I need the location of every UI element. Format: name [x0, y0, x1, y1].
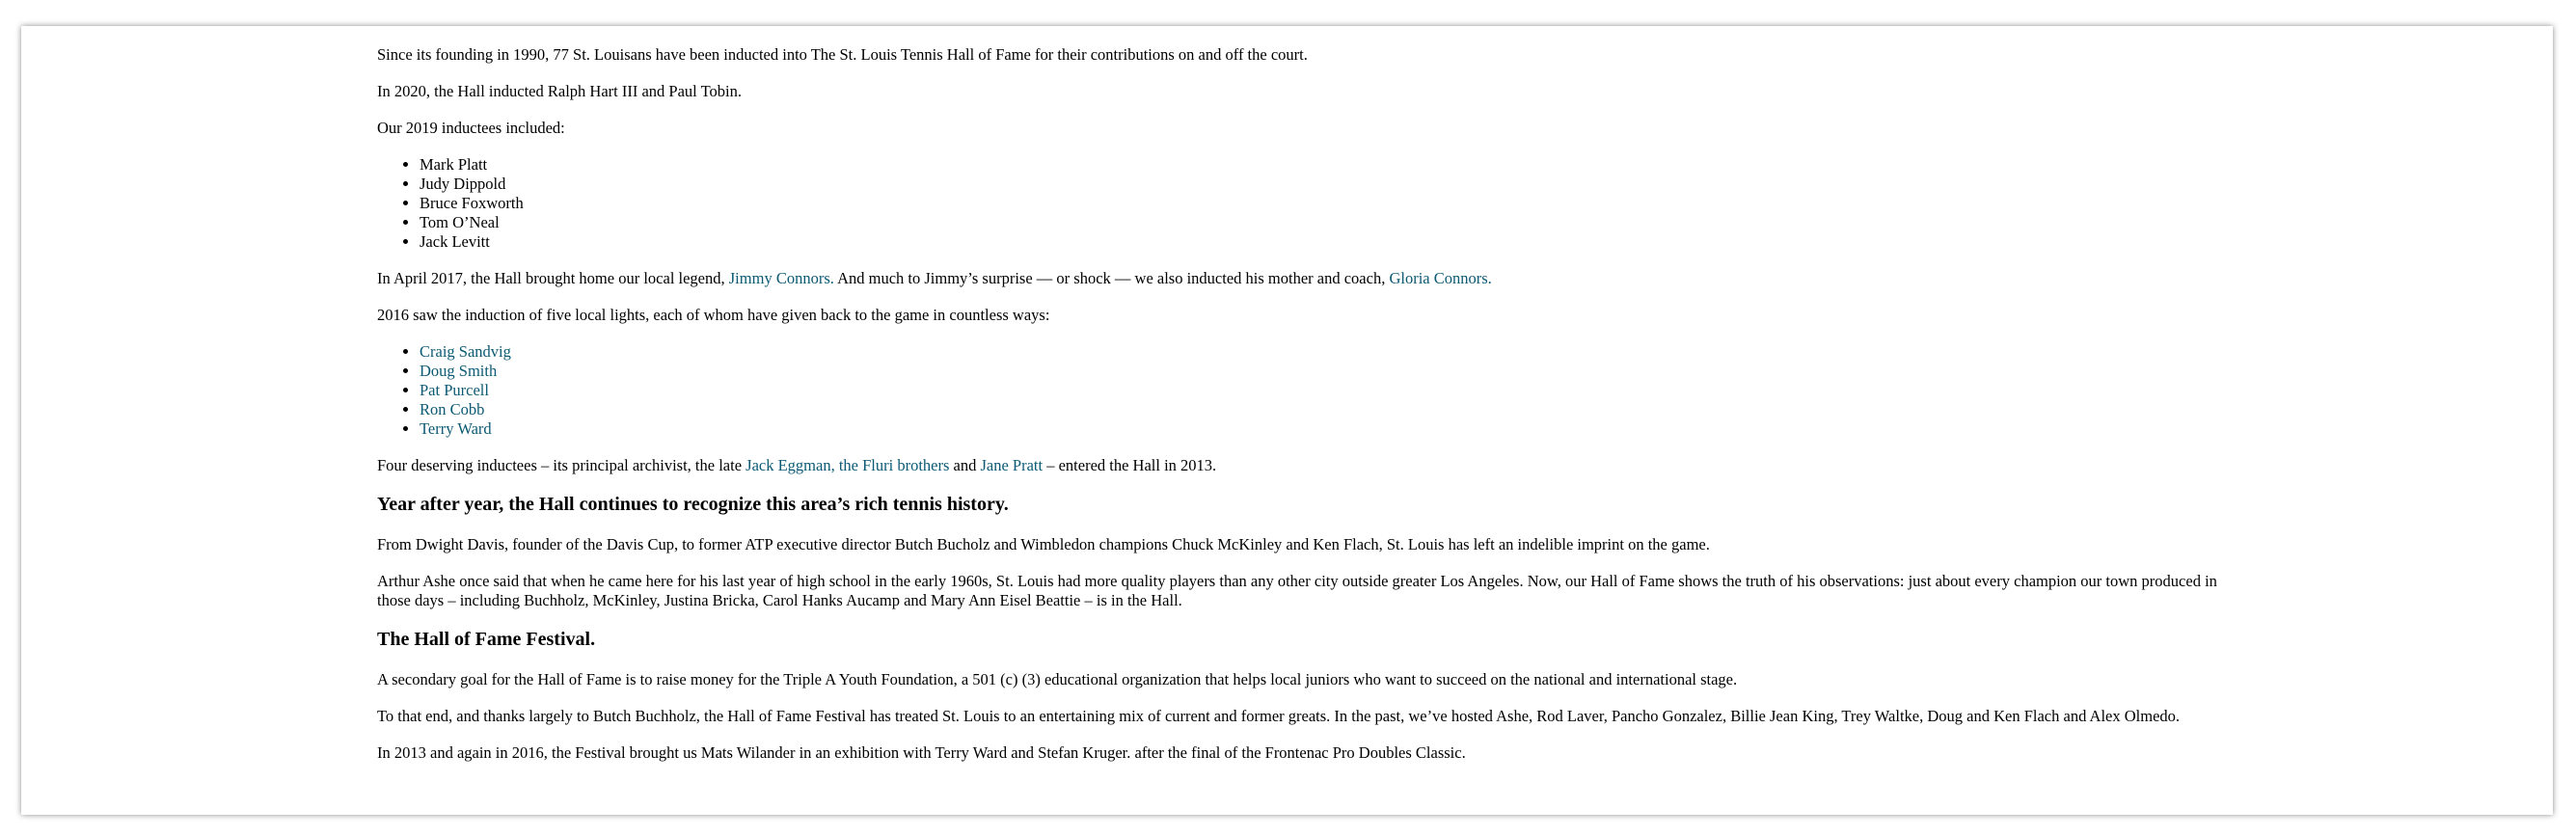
list-item: [420, 419, 2229, 439]
ron-cobb-link[interactable]: Ron Cobb: [420, 400, 485, 418]
list-item: • Mark Platt: [420, 155, 2229, 175]
list-item: [420, 400, 2229, 419]
list-item: • Tom O’Neal: [420, 213, 2229, 232]
inductees-2016-lead: 2016 saw the induction of five local lights, each of whom have given back to the game in countless ways:: [377, 306, 1050, 324]
page-sheet: [21, 26, 2553, 815]
founding-paragraph: Since its founding in 1990, 77 St. Louisans have been inducted into The St. Louis Tennis Hall of Fame for their contributions on and off the court.: [377, 45, 1308, 64]
text-span: And much to Jimmy’s surprise — or shock — we also inducted his mother and coach,: [833, 269, 1390, 287]
text-span: Four deserving inductees – its principal archivist, the late: [377, 456, 746, 474]
inductees-2016-list: [377, 342, 2229, 439]
jimmy-connors-link[interactable]: Jimmy Connors.: [728, 269, 834, 287]
history-paragraph-1: From Dwight Davis, founder of the Davis Cup, to former ATP executive director Butch Bucholz and Wimbledon champions Chuck McKinley and Ken Flach, St. Louis has left an indelible imprint on the game.: [377, 535, 1710, 553]
text-span: – entered the Hall in 2013.: [1043, 456, 1217, 474]
list-item: [420, 342, 2229, 362]
gloria-connors-link[interactable]: Gloria Connors.: [1389, 269, 1492, 287]
inductees-2019-lead: Our 2019 inductees included:: [377, 119, 565, 137]
craig-sandvig-link[interactable]: Craig Sandvig: [420, 342, 511, 361]
text-span: In April 2017, the Hall brought home our local legend,: [377, 269, 729, 287]
list-item: • Jack Levitt: [420, 232, 2229, 252]
pat-purcell-link[interactable]: Pat Purcell: [420, 381, 489, 399]
festival-paragraph-2: To that end, and thanks largely to Butch Buchholz, the Hall of Fame Festival has treated St. Louis to an entertaining mix of current and former greats. In the past, we’ve hosted Ashe, Rod Laver, Pancho Gonzalez, Billie Jean King, Trey Waltke, Doug and Ken Flach and Alex Olmedo.: [377, 707, 2181, 725]
list-item: [420, 381, 2229, 400]
list-item: • Judy Dippold: [420, 175, 2229, 194]
terry-ward-link[interactable]: Terry Ward: [420, 419, 492, 438]
doug-smith-link[interactable]: Doug Smith: [420, 362, 498, 380]
text-span: and: [949, 456, 981, 474]
festival-paragraph-3: In 2013 and again in 2016, the Festival brought us Mats Wilander in an exhibition with Terry Ward and Stefan Kruger. after the final of the Frontenac Pro Doubles Classic.: [377, 743, 1466, 762]
festival-heading: The Hall of Fame Festival.: [377, 629, 596, 650]
inductees-2020-paragraph: In 2020, the Hall inducted Ralph Hart III and Paul Tobin.: [377, 82, 742, 100]
history-paragraph-2: Arthur Ashe once said that when he came here for his last year of high school in the early 1960s, St. Louis had more quality players than any other city outside greater Los Angeles. Now, our Hall of Fame shows the truth of his observations: just about every champion our town produced in those days – including Buchholz, McKinley, Justina Bricka, Carol Hanks Aucamp and Mary Ann Eisel Beattie – is in the Hall.: [377, 572, 2217, 609]
history-heading: Year after year, the Hall continues to recognize this area’s rich tennis history.: [377, 494, 1009, 515]
jack-eggman-fluri-link[interactable]: Jack Eggman, the Fluri brothers: [746, 456, 950, 474]
list-item: [420, 362, 2229, 381]
jane-pratt-link[interactable]: Jane Pratt: [980, 456, 1044, 474]
festival-paragraph-1: A secondary goal for the Hall of Fame is to raise money for the Triple A Youth Foundation, a 501 (c) (3) educational organization that helps local juniors who want to succeed on the national and international stage.: [377, 670, 1738, 688]
inductees-2019-list: [377, 155, 2229, 252]
inductees-2013-paragraph: [377, 456, 2229, 475]
article-content: [377, 45, 2229, 780]
list-item: • Bruce Foxworth: [420, 194, 2229, 213]
inductees-2017-paragraph: [377, 269, 2229, 288]
